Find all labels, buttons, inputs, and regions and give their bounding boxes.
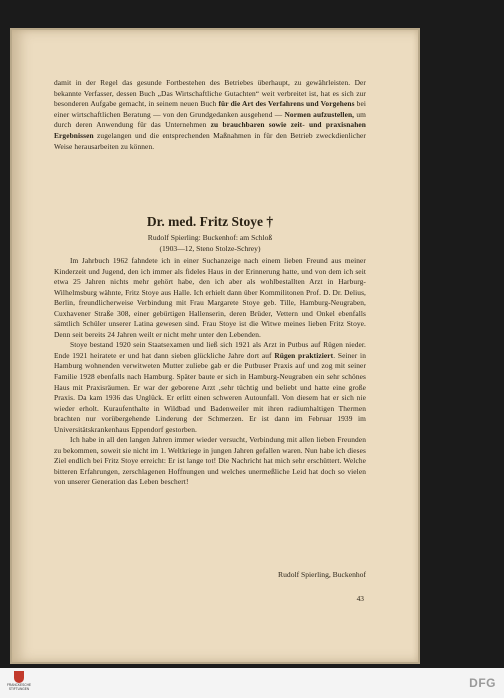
page-number: 43 [356, 594, 364, 603]
body-paragraph-1: Im Jahrbuch 1962 fahndete ich in einer Suchanzeige nach einem lieben Freund aus meiner Kinderzeit und Jugend, den ich immer als fideles Haus in der Erinnerung hatte, und von dem ich seit etwa 25 Jahren nichts mehr gehört habe, den ich aber als wohlbestallten Arzt in Harburg-Wilhelmsburg wähnte, Fritz Stoye aus Halle. Ich erhielt dann über Kommilitonen Prof. D. Dr. Delius, Berlin, freundlicherweise Verbindung mit Frau Margarete Stoye geb. Tille, Hamburg-Neugraben, Cuxhavener Straße 308, einer gebürtigen Hallenserin, deren Brüder, Vettern und Onkel ebenfalls sämtlich Schüler unserer Latina gewesen sind. Frau Stoye ist die Witwe meines lieben Fritz Stoye. Denn seit bereits 24 Jahren weilt er nicht mehr unter den Lebenden. [54, 256, 366, 339]
dfg-logo[interactable]: DFG [469, 676, 496, 690]
intro-bold-3: zu brauchbaren sowie zeit- und praxisnahen Ergebnissen [54, 120, 366, 140]
francke-logo[interactable] [6, 671, 32, 697]
intro-text-4: zugelangen und die entsprechenden Maßnahmen in für den Betrieb zweckdienlicher Weise herausarbeiten zu können. [54, 130, 366, 151]
body-paragraph-2 [54, 340, 366, 435]
francke-logo-text: FRANCKESCHE STIFTUNGEN [6, 683, 32, 691]
intro-paragraph [54, 78, 366, 152]
obituary-dates: (1903—12, Steno Stolze-Schrey) [159, 244, 261, 253]
intro-text-1: damit in der Regel das gesunde Fortbestehen des Betriebes überhaupt, zu gewährleisten. Der bekannte Verfasser, dessen Buch „Das Wirtschaftliche Gutachten“ weit verbreitet ist, hat es sich zur besonderen Aufgabe gemacht, in seinem neuen Buch [54, 78, 366, 109]
intro-bold-2: Normen aufzustellen, [284, 109, 355, 119]
scanned-page [12, 30, 418, 662]
intro-bold-1: für die Art des Verfahrens und Vorgehens [218, 99, 355, 109]
shield-icon [14, 671, 24, 683]
p2-text-1: Stoye bestand 1920 sein Staatsexamen und ließ sich 1921 als Arzt in Putbus auf Rügen nieder. Ende 1921 heiratete er und hat dann sieben glückliche Jahre dort auf [54, 340, 366, 360]
obituary-title: Dr. med. Fritz Stoye † [146, 214, 274, 229]
intro-text-2: bei einer wirtschaftlichen Beratung — von den Grundgedanken ausgehend — [54, 99, 366, 119]
viewer-footer [0, 668, 504, 698]
p2-bold: Rügen praktiziert [274, 350, 334, 360]
p2-text-2: . Seiner in Hamburg wohnenden verwitweten Mutter zuliebe gab er die Putbuser Praxis auf und zog mit seiner Familie 1928 ebenfalls nach Hamburg. Später baute er sich in Hamburg-Neugraben ein sehr schönes Haus mit Praxisräumen. Er war der geborene Arzt ‚sehr tüchtig und beliebt und hatte eine große Praxis. Da kam 1936 das Unglück. Er erlitt einen schweren Autounfall. Von diesem hat er sich nie wieder erholt. Kuraufenthalte in Wildbad und Badenweiler mit ihren radiumhaltigen Thermen brachten nur vorübergehende Linderung der Schmerzen. Er ist dann im Februar 1939 im Universitätskrankenhaus Eppendorf gestorben. [54, 350, 366, 434]
obituary-byline: Rudolf Spierling: Buckenhof: am Schloß [147, 233, 273, 242]
body-paragraph-3: Ich habe in all den langen Jahren immer wieder versucht, Verbindung mit allen lieben Freunden zu bekommen, soweit sie nicht im 1. Weltkriege in jungen Jahren gefallen waren. Nun habe ich dieses Ziel endlich bei Fritz Stoye erreicht: Er ist lange tot! Die Nachricht hat mich sehr erschüttert. Welche bitteren Erfahrungen, zerschlagenen Hoffnungen und welches unermeßliche Leid hat doch so vielen von unserer Generation das Leben beschert! [54, 435, 366, 487]
obituary-body [54, 256, 366, 488]
intro-text-3: um durch deren Anwendung für das Unternehmen [54, 109, 366, 130]
signature: Rudolf Spierling, Buckenhof [278, 570, 366, 579]
